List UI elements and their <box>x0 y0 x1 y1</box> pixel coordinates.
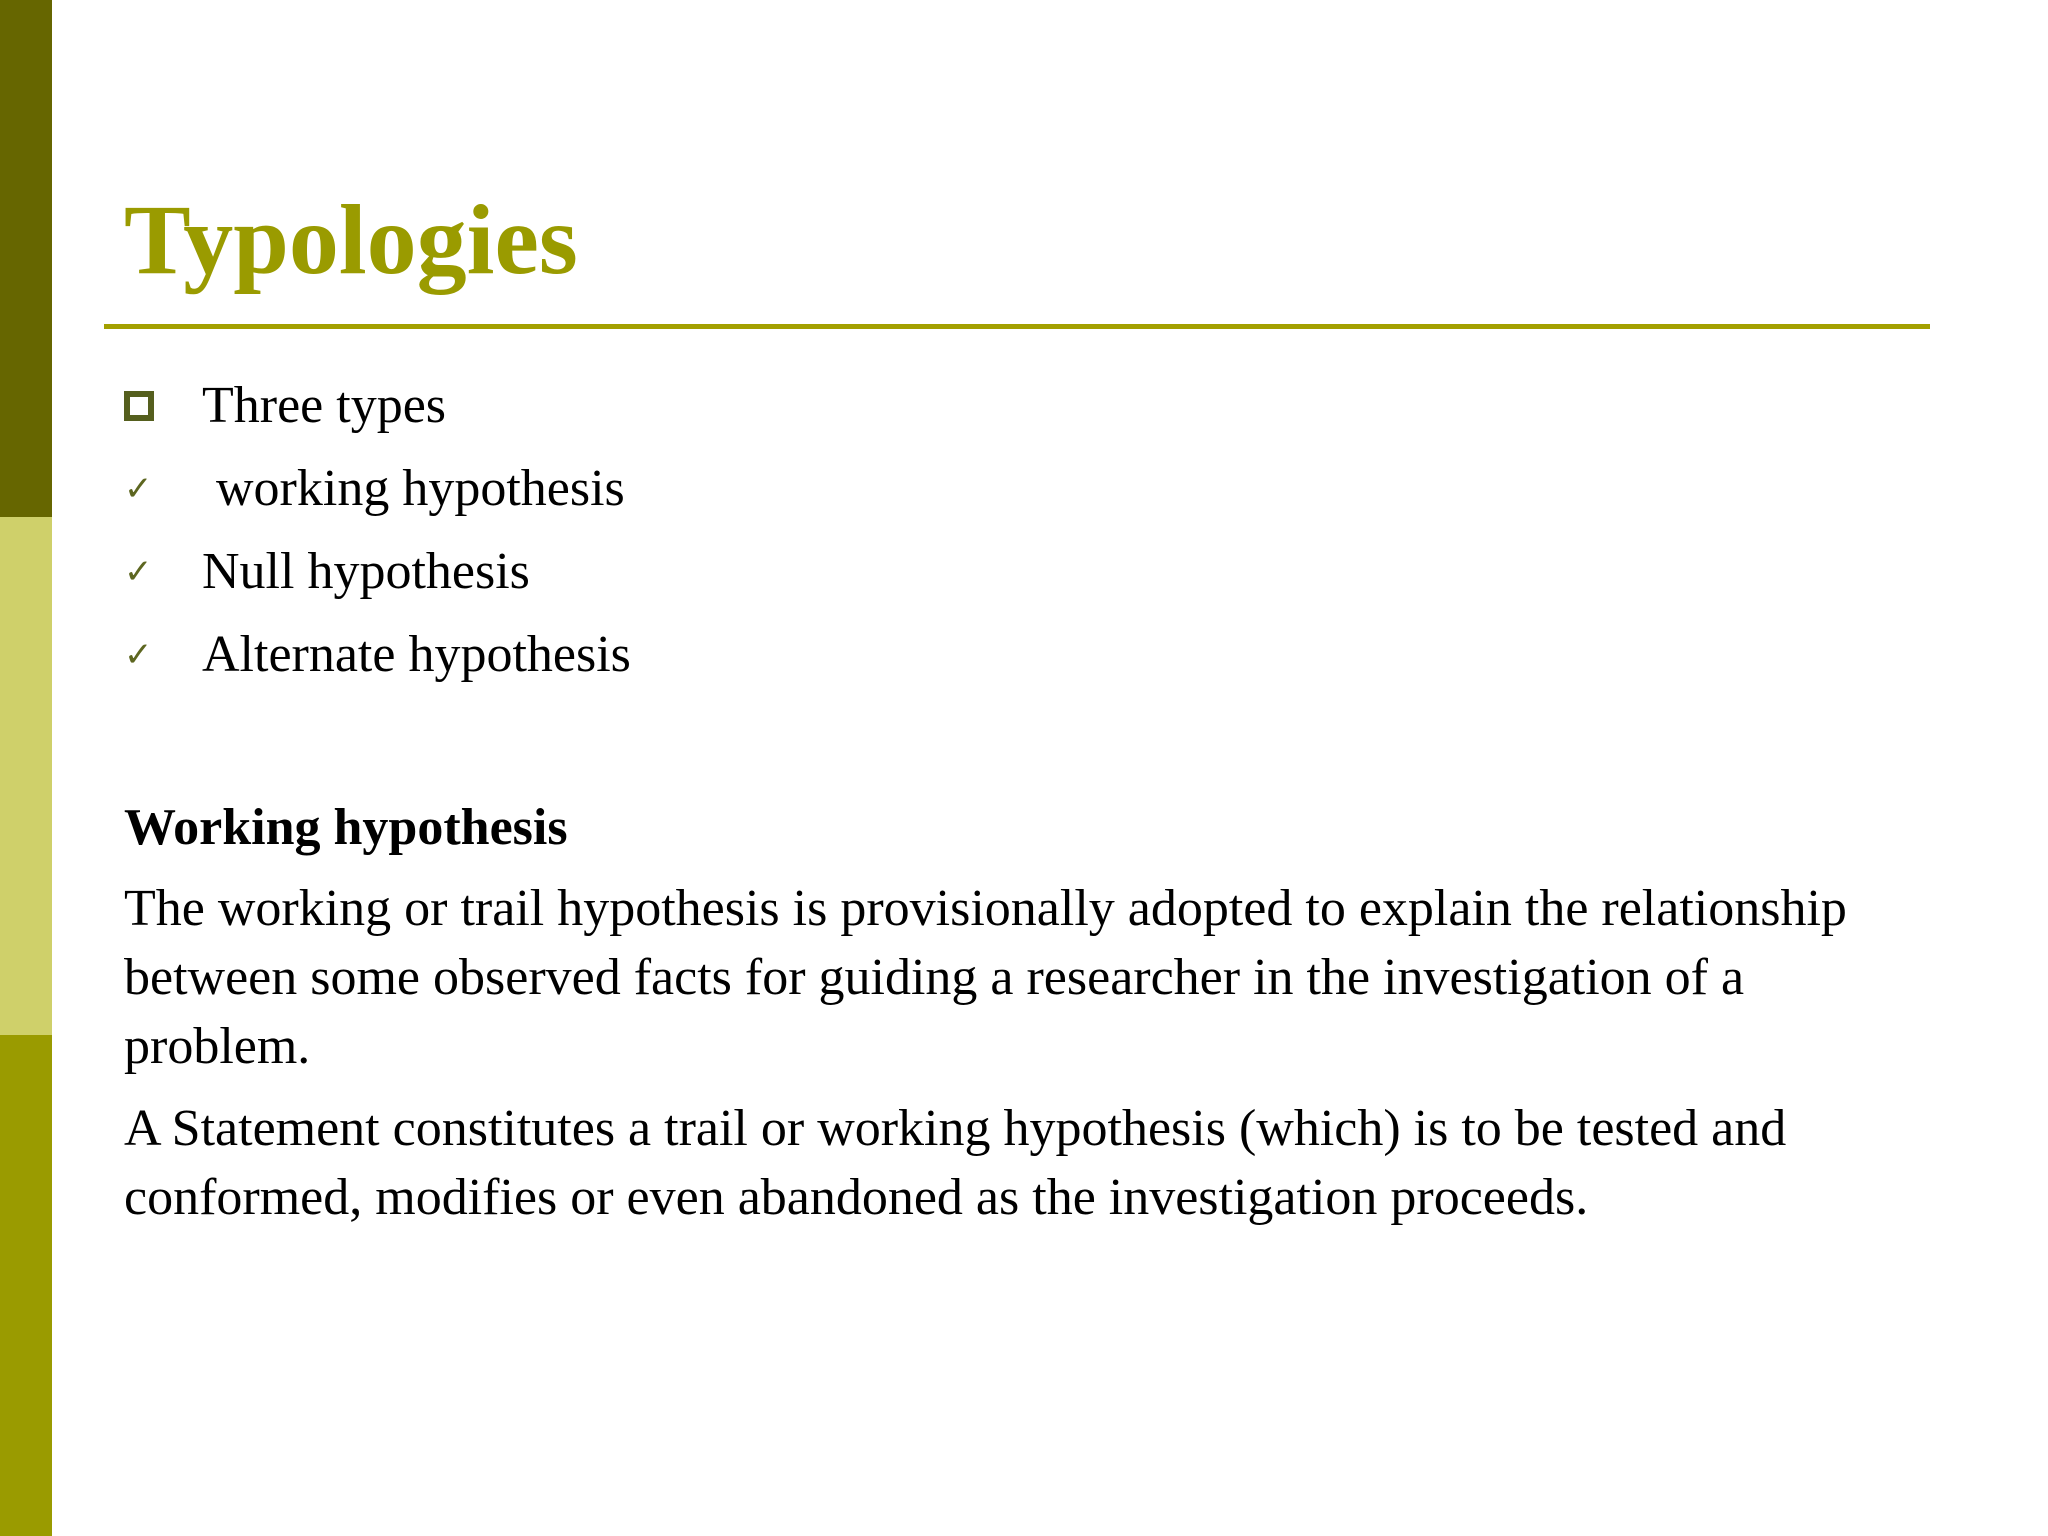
side-bar-middle <box>0 517 52 1035</box>
paragraph-statement: A Statement constitutes a trail or working hypothesis (which) is to be tested and conformed, modifies or even abandoned as the investigation proceeds. <box>124 1100 1787 1226</box>
square-bullet-icon <box>124 391 154 421</box>
paragraph-definition: The working or trail hypothesis is provisionally adopted to explain the relationship between some observed facts for guiding a researcher in the investigation of a problem. <box>124 880 1847 1075</box>
side-bar-bottom <box>0 1035 52 1536</box>
checkmark-icon: ✓ <box>124 635 153 675</box>
list-item-text: Three types <box>202 377 447 434</box>
checkmark-icon: ✓ <box>124 552 153 592</box>
side-bar-top <box>0 0 52 517</box>
list-item-text: Null hypothesis <box>202 543 530 600</box>
list-item-text: Alternate hypothesis <box>202 626 631 683</box>
title-underline <box>104 324 1930 329</box>
section-heading: Working hypothesis <box>124 799 568 856</box>
list-item-text: working hypothesis <box>216 460 625 517</box>
slide-title: Typologies <box>124 184 578 295</box>
checkmark-icon: ✓ <box>124 469 153 509</box>
